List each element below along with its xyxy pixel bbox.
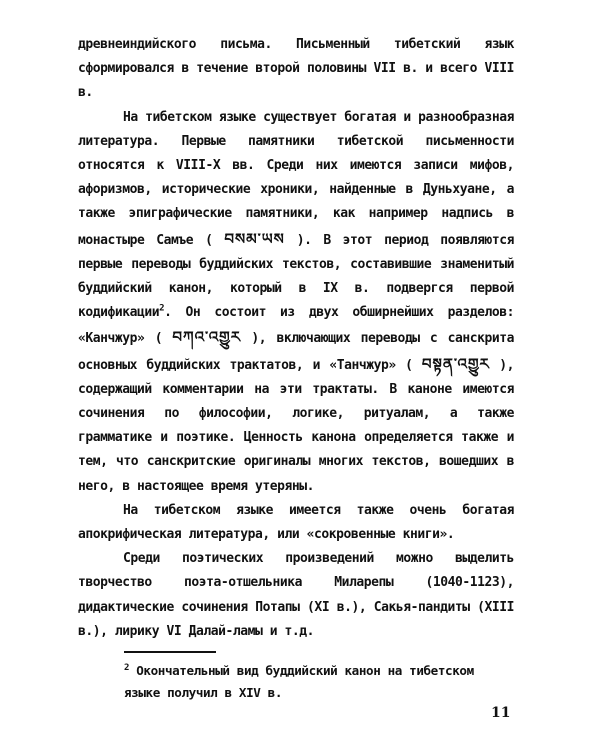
- paragraph: [78, 106, 514, 499]
- text-run: На тибетском языке имеется также очень богатая апокрифическая литература, или «сокровенные книги».: [78, 502, 514, 543]
- tibetan-script: བཀའ་འགྱུར: [172, 328, 242, 347]
- main-text: [78, 33, 514, 644]
- footnote-marker: 2: [124, 662, 130, 673]
- text-run: ), содержащий комментарии на эти трактаты. В каноне имеются сочинения по философии, логике, ритуалам, а также грамматике и поэтике. Ценность канона определяется также и тем, что санскритские оригиналы многих текстов, вошедших в него, в настоящее время утеряны.: [78, 357, 514, 494]
- text-run: Среди поэтических произведений можно выделить творчество поэта-отшельника Миларепы (1040-1123), дидактические сочинения Потапы (XI в.), Сакья-пандиты (XIII в.), лирику VI Далай-ламы и т.д.: [78, 551, 514, 639]
- text-run: ), включающих переводы с санскрита основных буддийских трактатов, и «Танчжур» (: [78, 331, 514, 373]
- footnote-separator: [124, 651, 216, 653]
- footnote-text: Окончательный вид буддийский канон на тибетском языке получил в XIV в.: [124, 663, 474, 700]
- text-run: . Он состоит из двух обширнейших разделов: «Канчжур» (: [78, 305, 514, 347]
- footnote: [124, 660, 514, 704]
- paragraph: [78, 33, 514, 106]
- tibetan-script: བསམ་ཡས: [224, 229, 285, 248]
- tibetan-script: བསྟན་འགྱུར: [421, 354, 490, 373]
- text-run: древнеиндийского письма. Письменный тибетский язык сформировался в течение второй половины VII в. и всего VIII в.: [78, 37, 514, 101]
- text-run: ). В этот период появляются первые переводы буддийских текстов, составившие знаменитый буддийский канон, который в IX в. подвергся первой кодификации: [78, 232, 514, 321]
- page-number: 11: [491, 705, 511, 721]
- footnote-reference: 2: [159, 303, 165, 314]
- text-run: На тибетском языке существует богатая и разнообразная литература. Первые памятники тибетской письменности относятся к VIII-X вв. Среди них имеются записи мифов, афоризмов, исторические хроники, найденные в Дуньхуане, а также эпиграфические памятники, как например надпись в монастыре Самъе (: [78, 109, 514, 248]
- paragraph: [78, 499, 514, 547]
- paragraph: [78, 547, 514, 644]
